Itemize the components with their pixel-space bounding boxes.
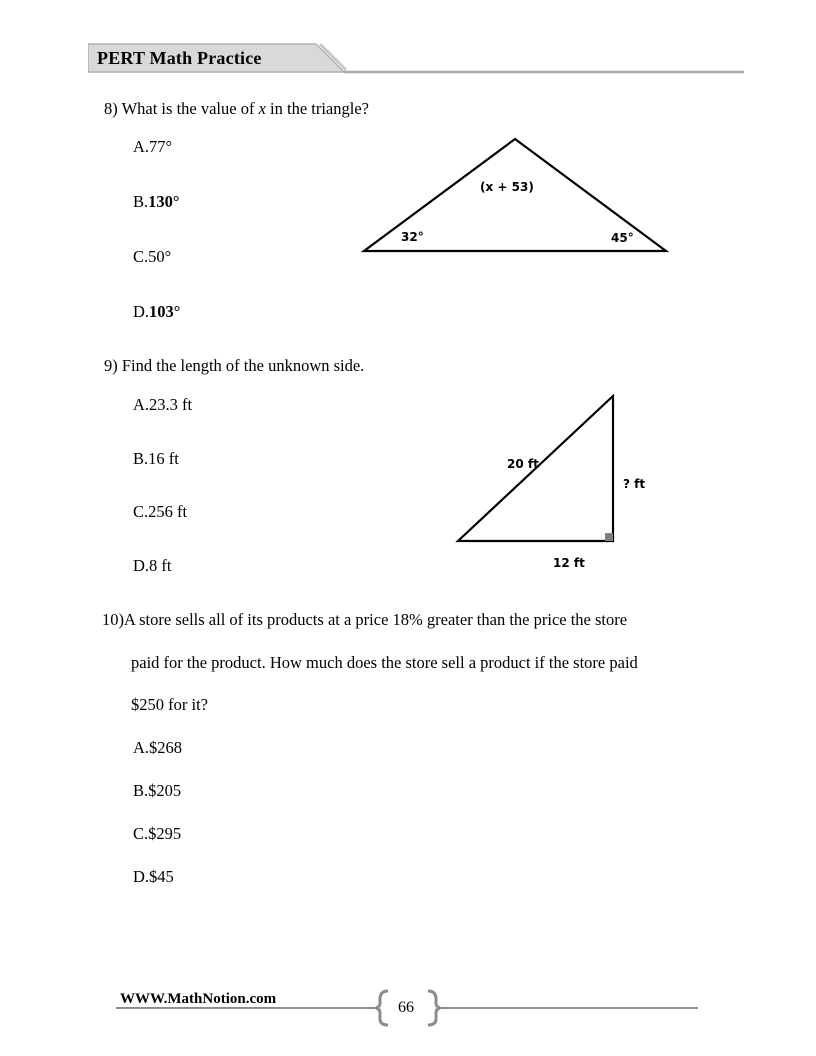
option-value: 256 ft xyxy=(148,502,188,521)
top-angle-label: (x + 53) xyxy=(480,180,534,194)
question-8 xyxy=(104,101,369,118)
question-number: 9) xyxy=(104,356,118,375)
option-value: $295 xyxy=(148,824,182,843)
q10-option-c xyxy=(133,826,181,843)
question-10 xyxy=(102,612,627,629)
footer-website: WWW.MathNotion.com xyxy=(120,991,277,1007)
q10-option-d xyxy=(133,869,174,886)
page-title: PERT Math Practice xyxy=(97,48,262,68)
right-angle-marker xyxy=(605,533,613,541)
option-value: $45 xyxy=(149,867,174,886)
option-letter: A. xyxy=(133,395,150,414)
option-letter: D. xyxy=(133,556,150,575)
question-text: What is the value of x in the triangle? xyxy=(121,99,369,118)
option-value: 16 ft xyxy=(148,449,179,468)
option-letter: C. xyxy=(133,824,149,843)
question-text: Find the length of the unknown side. xyxy=(121,356,365,375)
right-bracket xyxy=(428,991,440,1025)
option-letter: B. xyxy=(133,781,149,800)
q8-option-c xyxy=(133,249,171,266)
question-number: 10) xyxy=(102,610,124,629)
q8-option-d xyxy=(133,304,180,321)
option-value: 50° xyxy=(148,247,172,266)
triangle-figure xyxy=(355,130,675,260)
option-letter: B. xyxy=(133,449,149,468)
right-triangle-figure xyxy=(450,390,650,575)
left-angle-label: 32° xyxy=(401,230,424,244)
question-9 xyxy=(104,358,364,375)
q10-option-a xyxy=(133,740,182,757)
left-bracket xyxy=(376,991,388,1025)
option-value: 130° xyxy=(148,192,180,211)
option-value: 103° xyxy=(149,302,181,321)
question-number: 8) xyxy=(104,99,118,118)
option-letter: B. xyxy=(133,192,149,211)
option-value: $268 xyxy=(149,738,183,757)
q9-option-d xyxy=(133,558,172,575)
question-text-line-3: $250 for it? xyxy=(131,695,208,714)
q9-option-a xyxy=(133,397,192,414)
option-value: $205 xyxy=(148,781,182,800)
option-letter: C. xyxy=(133,247,149,266)
option-value: 23.3 ft xyxy=(149,395,193,414)
option-letter: D. xyxy=(133,302,150,321)
option-letter: D. xyxy=(133,867,150,886)
q10-option-b xyxy=(133,783,181,800)
option-value: 8 ft xyxy=(149,556,172,575)
option-letter: C. xyxy=(133,502,149,521)
q8-option-a xyxy=(133,139,172,156)
option-value: 77° xyxy=(149,137,173,156)
q8-option-b xyxy=(133,194,180,211)
question-text-line-2: paid for the product. How much does the store sell a product if the store paid xyxy=(131,653,638,672)
hypotenuse-label: 20 ft xyxy=(507,457,539,471)
q9-option-c xyxy=(133,504,187,521)
question-text-line-1: A store sells all of its products at a price 18% greater than the price the store xyxy=(124,610,628,629)
option-letter: A. xyxy=(133,738,150,757)
page-number: 66 xyxy=(398,999,414,1016)
q9-option-b xyxy=(133,451,179,468)
right-angle-label: 45° xyxy=(611,231,634,245)
option-letter: A. xyxy=(133,137,150,156)
vertical-side-label: ? ft xyxy=(623,477,646,491)
base-label: 12 ft xyxy=(553,556,585,570)
